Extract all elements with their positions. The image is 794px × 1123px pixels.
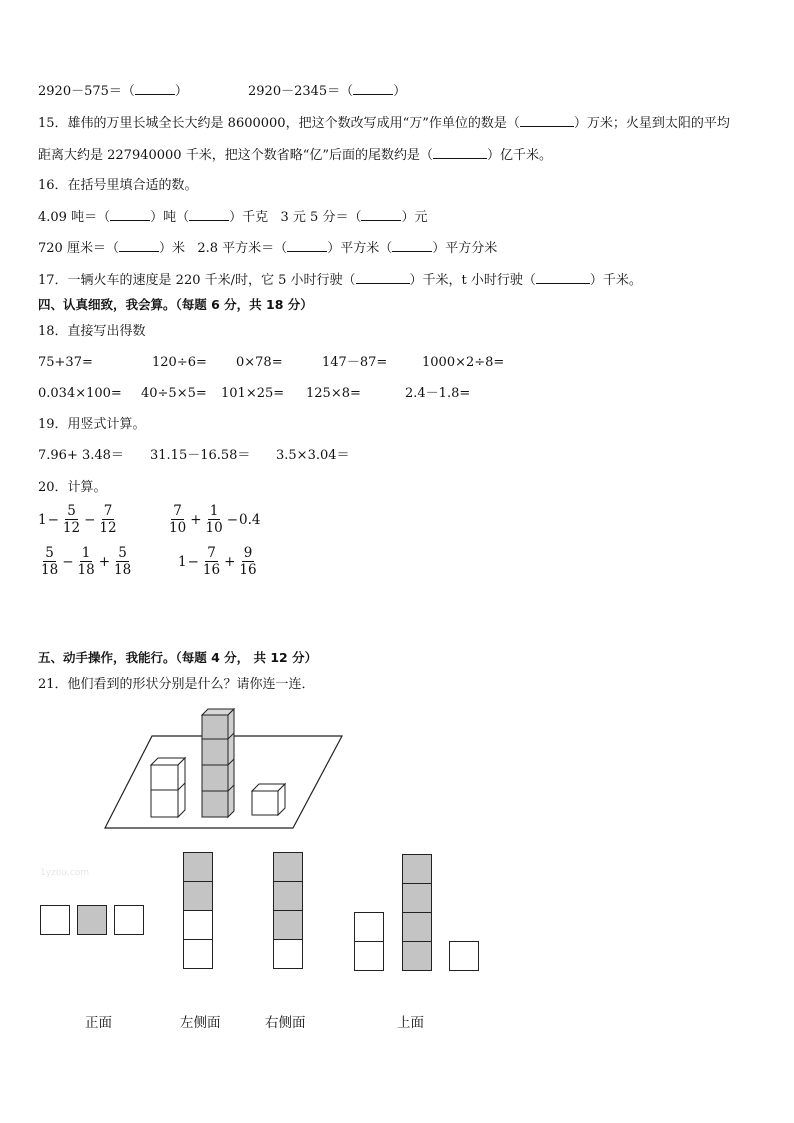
q18-item: 125×8=	[306, 386, 361, 401]
cube-scene-illustration	[100, 705, 350, 835]
fraction: $\frac{5}{18}$	[41, 545, 59, 578]
view-square	[183, 910, 213, 940]
q19-item: 31.15－16.58＝	[150, 448, 251, 463]
q20-expression-1: 1 − $\frac{5}{12}$ − $\frac{7}{12}$	[38, 503, 117, 536]
watermark: 1yzou.com	[40, 868, 90, 878]
q18-item: 147－87=	[322, 355, 388, 370]
q14-line: 2920－575＝（ ）	[38, 84, 188, 99]
view-square	[273, 852, 303, 882]
answer-blank[interactable]	[110, 208, 150, 221]
fraction: $\frac{1}{18}$	[77, 545, 95, 578]
section-5-heading: 五、动手操作，我能行。（每题 4 分， 共 12 分）	[38, 650, 318, 665]
q18-item: 120÷6=	[152, 355, 207, 370]
q18-item: 0.034×100=	[38, 386, 122, 401]
answer-blank[interactable]	[361, 208, 401, 221]
fraction: $\frac{7}{12}$	[99, 503, 117, 536]
answer-blank[interactable]	[392, 239, 432, 252]
q15-line1: 15．雄伟的万里长城全长大约是 8600000，把这个数改写成用“万”作单位的数是（ ）万米；火星到太阳的平均	[38, 116, 730, 131]
fraction: $\frac{7}{10}$	[169, 503, 187, 536]
q18-item: 101×25=	[221, 386, 285, 401]
q18-item: 1000×2÷8=	[422, 355, 505, 370]
q17-line: 17．一辆火车的速度是 220 千米/时，它 5 小时行驶（ ）千米，t 小时行驶（ ）千米。	[38, 273, 642, 288]
q20-title: 20．计算。	[38, 480, 107, 495]
q19-item: 7.96+ 3.48＝	[38, 448, 124, 463]
view-square	[354, 912, 384, 942]
label-top-view[interactable]: 上面	[397, 1015, 424, 1031]
answer-blank[interactable]	[189, 208, 229, 221]
fraction: $\frac{9}{16}$	[239, 545, 257, 578]
view-square	[402, 912, 432, 942]
label-right-view[interactable]: 右侧面	[265, 1015, 306, 1031]
view-square	[354, 941, 384, 971]
fraction: $\frac{1}{10}$	[205, 503, 223, 536]
answer-blank[interactable]	[536, 271, 590, 284]
view-square	[402, 883, 432, 913]
answer-blank[interactable]	[135, 82, 175, 95]
q21-title: 21．他们看到的形状分别是什么？请你连一连．	[38, 677, 315, 692]
fraction: $\frac{5}{18}$	[114, 545, 132, 578]
q14-line-b: 2920－2345＝（ ）	[248, 84, 407, 99]
answer-blank[interactable]	[119, 239, 159, 252]
view-square	[40, 905, 70, 935]
fraction: $\frac{5}{12}$	[62, 503, 81, 536]
answer-blank[interactable]	[433, 146, 487, 159]
label-front-view[interactable]: 正面	[85, 1015, 112, 1031]
view-square	[77, 905, 107, 935]
q16-line2: 720 厘米＝（ ）米 2.8 平方米＝（ ）平方米（ ）平方分米	[38, 241, 498, 256]
q18-title: 18．直接写出得数	[38, 324, 146, 339]
section-4-heading: 四、认真细致，我会算。（每题 6 分，共 18 分）	[38, 297, 313, 312]
answer-blank[interactable]	[353, 82, 393, 95]
fraction: $\frac{7}{16}$	[202, 545, 221, 578]
view-square	[114, 905, 144, 935]
view-square	[183, 939, 213, 969]
answer-blank[interactable]	[520, 114, 574, 127]
q19-item: 3.5×3.04＝	[276, 448, 350, 463]
view-square	[402, 941, 432, 971]
q16-title: 16．在括号里填合适的数。	[38, 178, 198, 193]
view-square	[273, 881, 303, 911]
answer-blank[interactable]	[287, 239, 327, 252]
label-left-view[interactable]: 左侧面	[180, 1015, 221, 1031]
q20-expression-3: $\frac{5}{18}$ − $\frac{1}{18}$ + $\frac{5}{18}$	[41, 545, 132, 578]
view-square	[402, 854, 432, 884]
q20-expression-4: 1 − $\frac{7}{16}$ + $\frac{9}{16}$	[178, 545, 257, 578]
q16-line1: 4.09 吨＝（ ）吨（ ）千克 3 元 5 分＝（ ）元	[38, 210, 428, 225]
view-square	[183, 852, 213, 882]
q20-expression-2: $\frac{7}{10}$ + $\frac{1}{10}$ − 0.4	[169, 503, 261, 536]
q18-item: 40÷5×5=	[141, 386, 207, 401]
view-square	[273, 910, 303, 940]
view-square	[183, 881, 213, 911]
answer-blank[interactable]	[356, 271, 410, 284]
q19-title: 19．用竖式计算。	[38, 417, 146, 432]
q18-item: 75+37=	[38, 355, 93, 370]
q15-line2: 距离大约是 227940000 千米，把这个数省略“亿”后面的尾数约是（ ）亿千米。	[38, 148, 553, 163]
q18-item: 2.4－1.8=	[405, 386, 471, 401]
view-square	[273, 939, 303, 969]
view-square	[449, 941, 479, 971]
q18-item: 0×78=	[236, 355, 283, 370]
